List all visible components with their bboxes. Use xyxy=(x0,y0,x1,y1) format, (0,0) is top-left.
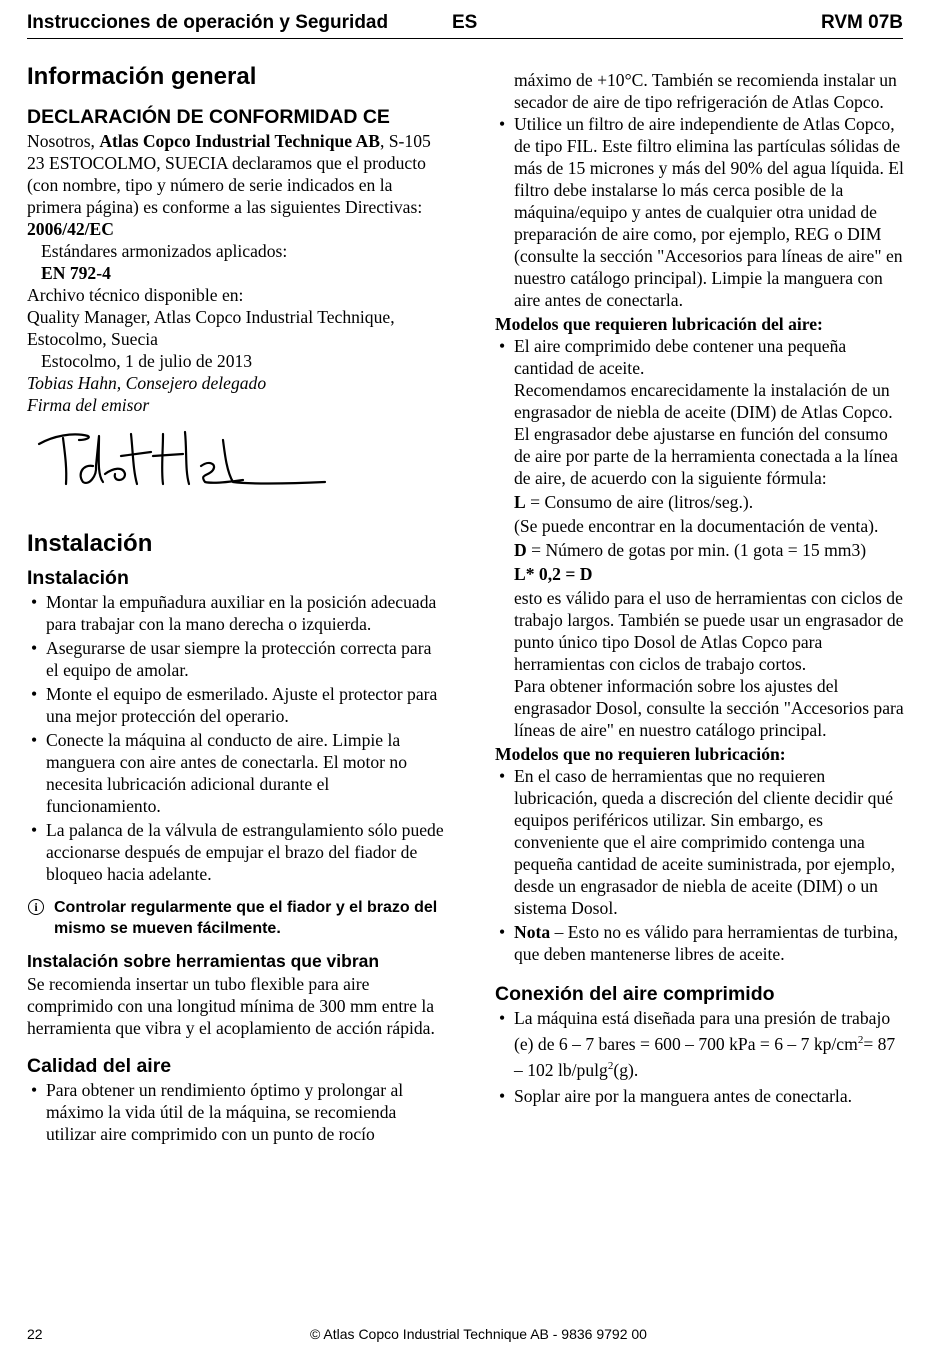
vibrating-text: Se recomienda insertar un tubo flexible para aire comprimido con una longitud mínima de 300 mm entre la herramienta que vibra y el acoplamiento de acción rápida. xyxy=(27,974,435,1038)
list-item: • Monte el equipo de esmerilado. Ajuste el protector para una mejor protección del operario. xyxy=(27,683,447,727)
declaration-text: Nosotros, Atlas Copco Industrial Technique AB, S-105 23 ESTOCOLMO, SUECIA declaramos que el producto (con nombre, tipo y número de serie indicados en la primera página) es conforme a las siguientes Directivas: xyxy=(27,131,431,217)
heading-general-info: Información general xyxy=(27,63,257,90)
header-language: ES xyxy=(452,12,478,33)
heading-vibrating-tools: Instalación sobre herramientas que vibran xyxy=(27,951,380,971)
signature-label: Firma del emisor xyxy=(27,395,150,415)
standards-label: Estándares armonizados aplicados: xyxy=(41,241,288,261)
header-title: Instrucciones de operación y Seguridad xyxy=(27,12,389,33)
air-quality-continued: máximo de +10°C. También se recomienda instalar un secador de aire de tipo refrigeración de Atlas Copco. xyxy=(514,70,897,112)
left-column xyxy=(27,62,447,1147)
note-text: Controlar regularmente que el fiador y el brazo del mismo se mueven fácilmente. xyxy=(54,899,438,937)
nonlubricated-list xyxy=(495,765,907,965)
signature-image xyxy=(27,416,447,521)
filter-list xyxy=(495,113,907,311)
list-item: • El aire comprimido debe contener una pequeña cantidad de aceite. Recomendamos encarecidamente la instalación de un engrasador de niebla de aceite (DIM) de Atlas Copco. El engrasador debe ajustarse en función del consumo de aire por parte de la herramienta conectada a la línea de aire, de acuerdo con la siguiente fórmula: xyxy=(495,335,907,489)
directive: 2006/42/EC xyxy=(27,219,114,239)
company-name: Atlas Copco Industrial Technique AB xyxy=(99,131,380,151)
list-item: • Nota – Esto no es válido para herramientas de turbina, que deben mantenerse libres de aceite. xyxy=(495,921,907,965)
formula-l: L = Consumo de aire (litros/seg.). xyxy=(514,492,754,512)
signature-graphic xyxy=(33,426,333,506)
list-item: • La máquina está diseñada para una presión de trabajo (e) de 6 – 7 bares = 600 – 700 kPa = 6 – 7 $kp/cm^2= 87 - 102$ lb/pulg$^2$(g). xyxy=(495,1007,907,1081)
lubricated-text-2: esto es válido para el uso de herramientas con ciclos de trabajo largos. También se puede usar un engrasador de punto único tipo Dosol de Atlas Copco para herramientas con ciclos de trabajo cortos. Para obtener información sobre los ajustes del engrasador Dosol, consulte la sección "Accesorios para líneas de aire" en nuestro catálogo principal. xyxy=(514,588,904,740)
page-header xyxy=(27,8,903,39)
installation-list xyxy=(27,591,447,885)
tech-file-label: Archivo técnico disponible en: xyxy=(27,285,244,305)
heading-air-quality: Calidad del aire xyxy=(27,1055,172,1077)
info-icon: i xyxy=(28,899,44,915)
heading-installation-sub: Instalación xyxy=(27,567,129,589)
right-column xyxy=(495,69,907,1109)
list-item: • Utilice un filtro de aire independiente de Atlas Copco, de tipo FIL. Este filtro elimina las partículas sólidas de más de 15 micrones y más del 90% del agua líquida. El filtro debe instalarse lo más cerca posible de la máquina/equipo y antes de cualquier otra unidad de preparación de aire como, por ejemplo, REG o DIM (consulte la sección "Accesorios para líneas de aire" en nuestro catálogo principal). Limpie la manguera con aire antes de conectarla. xyxy=(495,113,907,311)
list-item: • Para obtener un rendimiento óptimo y prolongar al máximo la vida útil de la máquina, se recomienda utilizar aire comprimido con un punto de rocío xyxy=(27,1079,447,1145)
list-item: • En el caso de herramientas que no requieren lubricación, queda a discreción del cliente decidir qué equipos periféricos utilizar. Sin embargo, es conveniente que el aire comprimido contenga una pequeña cantidad de aceite suministrada, por ejemplo, desde un engrasador de niebla de aceite (DIM) o un sistema Dosol. xyxy=(495,765,907,919)
place-date: Estocolmo, 1 de julio de 2013 xyxy=(41,351,253,371)
heading-declaration: DECLARACIÓN DE CONFORMIDAD CE xyxy=(27,106,390,128)
page-number: 22 xyxy=(27,1326,43,1342)
copyright: © Atlas Copco Industrial Technique AB - 9836 9792 00 xyxy=(310,1326,647,1342)
note-box xyxy=(27,897,447,939)
air-quality-list xyxy=(27,1079,447,1145)
heading-nonlubricated-models: Modelos que no requieren lubricación: xyxy=(495,744,786,764)
heading-installation: Instalación xyxy=(27,530,153,557)
heading-lubricated-models: Modelos que requieren lubricación del aire: xyxy=(495,314,823,334)
formula-d: D = Número de gotas por min. (1 gota = 15 mm3) xyxy=(514,540,867,560)
tech-file-location: Quality Manager, Atlas Copco Industrial Technique, Estocolmo, Suecia xyxy=(27,307,395,349)
formula-l-note: (Se puede encontrar en la documentación de venta). xyxy=(514,516,879,536)
header-model: RVM 07B xyxy=(820,12,903,33)
connection-list xyxy=(495,1007,907,1107)
list-item: • Asegurarse de usar siempre la protección correcta para el equipo de amolar. xyxy=(27,637,447,681)
list-item: • La palanca de la válvula de estrangulamiento sólo puede accionarse después de empujar el brazo del fiador de bloqueo hacia adelante. xyxy=(27,819,447,885)
standard: EN 792-4 xyxy=(41,263,111,283)
formula: L* 0,2 = D xyxy=(514,564,593,584)
lubricated-list xyxy=(495,335,907,489)
list-item: • Montar la empuñadura auxiliar en la posición adecuada para trabajar con la mano derecha o izquierda. xyxy=(27,591,447,635)
list-item: • Conecte la máquina al conducto de aire. Limpie la manguera con aire antes de conectarla. El motor no necesita lubricación adicional durante el funcionamiento. xyxy=(27,729,447,817)
list-item: • Soplar aire por la manguera antes de conectarla. xyxy=(495,1085,907,1107)
heading-air-connection: Conexión del aire comprimido xyxy=(495,983,775,1005)
signer: Tobias Hahn, Consejero delegado xyxy=(27,373,267,393)
